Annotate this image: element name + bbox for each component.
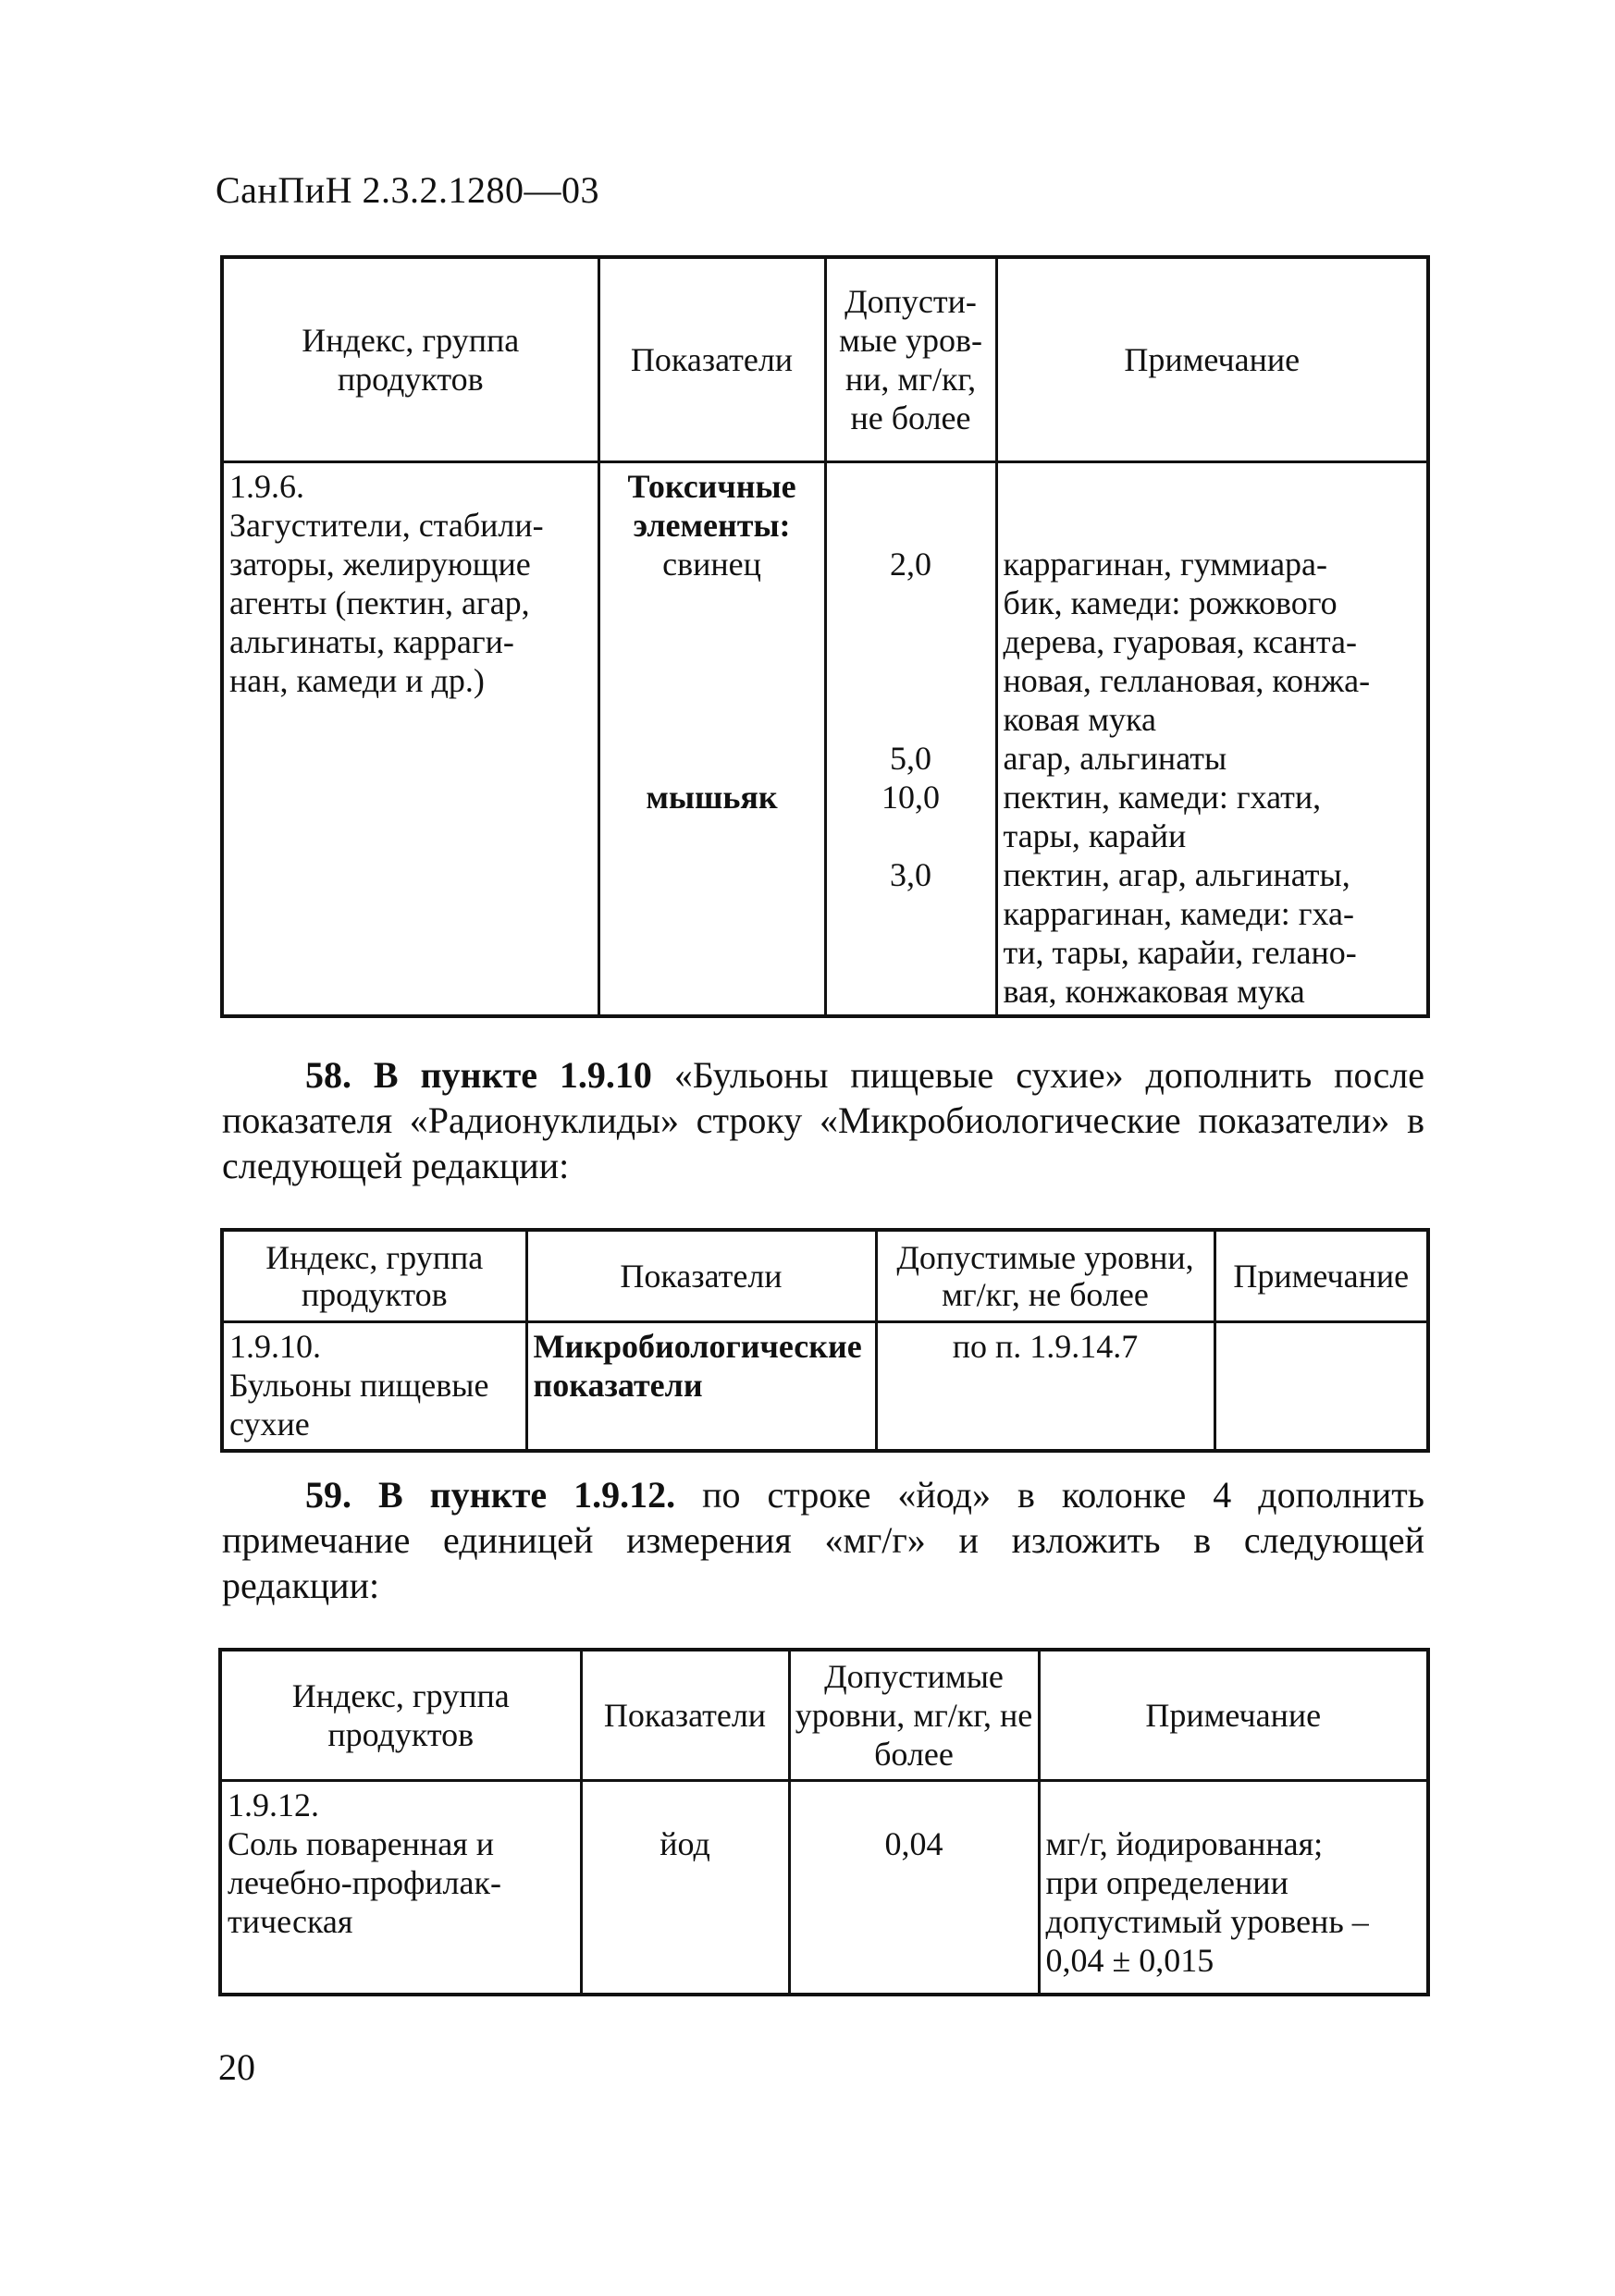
level-cell: 0,04: [789, 1781, 1039, 1995]
table-1-9-10: [220, 1228, 1430, 1453]
col-indicator-header: Показатели: [598, 257, 825, 462]
note-cell: мг/г, йодированная; при определении допустимый уровень – 0,04 ± 0,015: [1039, 1781, 1428, 1995]
col-index-header: Индекс, группа продуктов: [222, 257, 598, 462]
col-indicator-header: Показатели: [526, 1230, 876, 1322]
toxic-heading: Токсичные: [627, 468, 796, 505]
toxic-heading-2: элементы:: [633, 507, 791, 544]
note-cell: [1214, 1322, 1428, 1452]
indicator-arsenic: мышьяк: [646, 779, 778, 816]
index-cell: 1.9.12. Соль поваренная и лечебно-профилак- тическая: [220, 1781, 581, 1995]
table-row: [222, 462, 1428, 1017]
paragraph-58-text: «Бульоны пищевые сухие» дополнить после показателя «Радионуклиды» строку «Микробиологические показатели» в следующей редакции:: [222, 1054, 1424, 1186]
col-index-header: Индекс, группа продуктов: [222, 1230, 526, 1322]
level-cell: 2,0 5,0 10,0 3,0: [825, 462, 996, 1017]
col-level-header: Допусти-мые уров-ни, мг/кг, не более: [825, 257, 996, 462]
col-indicator-header: Показатели: [581, 1650, 789, 1781]
col-level-header: Допустимые уровни, мг/кг, не более: [876, 1230, 1214, 1322]
col-note-header: Примечание: [1214, 1230, 1428, 1322]
paragraph-59: [222, 1472, 1424, 1608]
document-header: СанПиН 2.3.2.1280—03: [216, 169, 600, 211]
col-note-header: Примечание: [1039, 1650, 1428, 1781]
indicator-cell: Микробиологические показатели: [526, 1322, 876, 1452]
paragraph-59-text: по строке «йод» в колонке 4 дополнить примечание единицей измерения «мг/г» и изложить в следующей редакции:: [222, 1474, 1424, 1606]
paragraph-58: [222, 1052, 1424, 1188]
table-row: [220, 1781, 1428, 1995]
paragraph-59-number: 59. В пункте 1.9.12.: [305, 1474, 676, 1516]
table-header-row: [220, 1650, 1428, 1781]
col-level-header: Допустимые уровни, мг/кг, не более: [789, 1650, 1039, 1781]
col-note-header: Примечание: [996, 257, 1428, 462]
index-cell: 1.9.6. Загустители, стабили- заторы, желирующие агенты (пектин, агар, альгинаты, карраги- нан, камеди и др.): [222, 462, 598, 1017]
indicator-cell: [598, 462, 825, 1017]
table-1-9-6: [220, 255, 1430, 1018]
col-index-header: Индекс, группа продуктов: [220, 1650, 581, 1781]
indicator-lead: свинец: [662, 546, 761, 583]
index-cell: 1.9.10. Бульоны пищевые сухие: [222, 1322, 526, 1452]
table-1-9-12: [218, 1648, 1430, 1996]
indicator-cell: йод: [581, 1781, 789, 1995]
page-number: 20: [218, 2046, 255, 2088]
paragraph-58-number: 58. В пункте 1.9.10: [305, 1054, 652, 1096]
table-header-row: [222, 1230, 1428, 1322]
note-cell: каррагинан, гуммиара- бик, камеди: рожкового дерева, гуаровая, ксанта- новая, геллановая, конжа- ковая мука агар, альгинаты пектин, камеди: гхати, тары, карайи пектин, агар, альгинаты, каррагинан, камеди: гха- ти, тары, карайи, гелано- вая, конжаковая мука: [996, 462, 1428, 1017]
table-header-row: [222, 257, 1428, 462]
table-row: [222, 1322, 1428, 1452]
level-cell: по п. 1.9.14.7: [876, 1322, 1214, 1452]
